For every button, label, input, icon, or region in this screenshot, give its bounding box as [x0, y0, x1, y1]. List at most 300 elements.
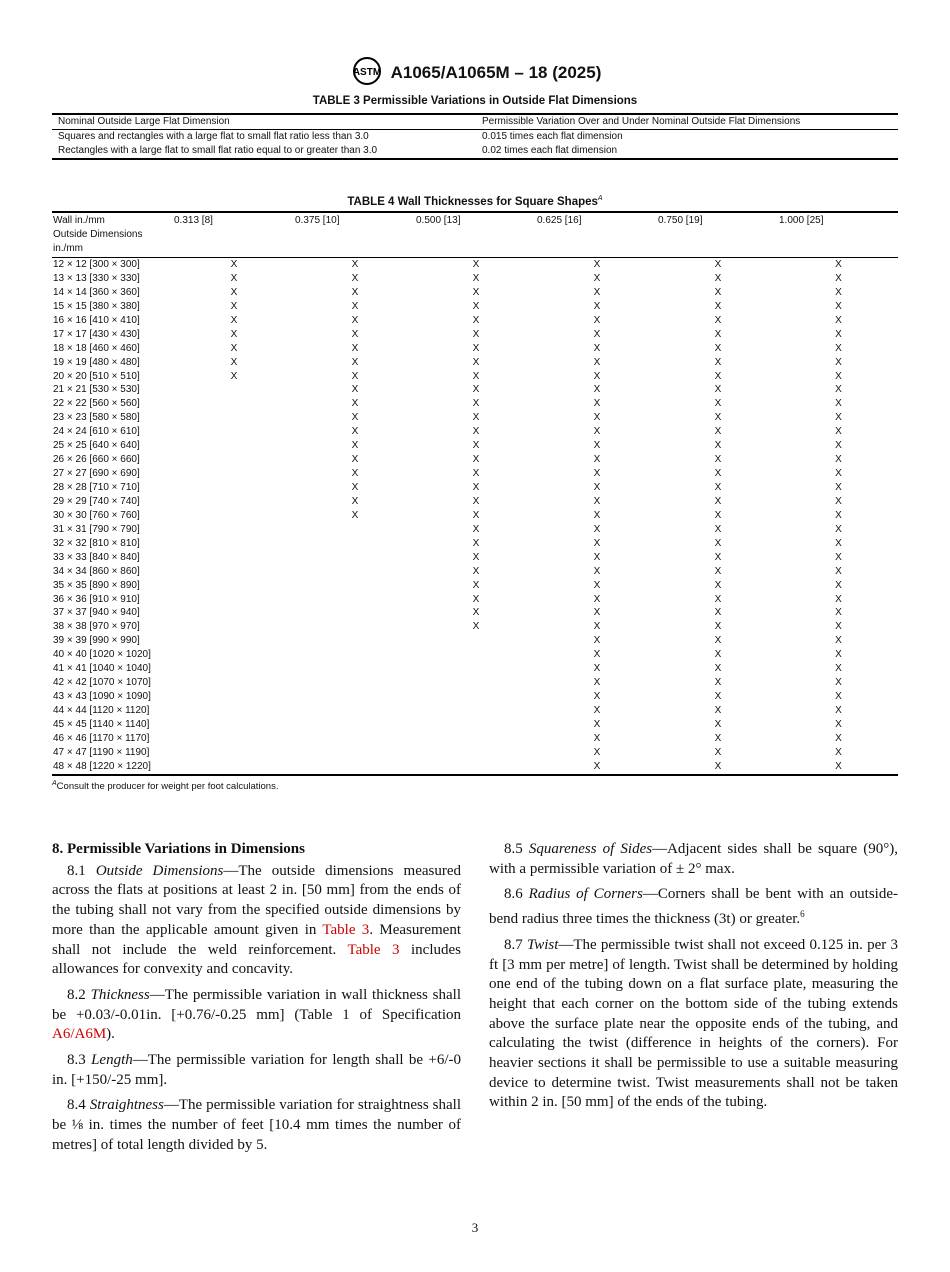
availability-cell: X — [351, 440, 359, 452]
table4-title-text: TABLE 4 Wall Thicknesses for Square Shapes — [347, 195, 598, 208]
availability-cell: X — [230, 342, 238, 354]
dimension-cell: 45 × 45 [1140 × 1140] — [53, 718, 150, 730]
table-row — [52, 314, 898, 328]
dimension-cell: 12 × 12 [300 × 300] — [53, 259, 140, 270]
availability-cell — [173, 495, 294, 509]
table-row — [52, 620, 898, 634]
availability-cell — [294, 593, 415, 607]
availability-cell: X — [835, 384, 842, 396]
availability-cell: X — [472, 468, 480, 480]
availability-cell: X — [351, 300, 359, 312]
availability-cell — [294, 523, 415, 537]
availability-cell: X — [714, 746, 722, 758]
availability-cell: X — [714, 426, 722, 438]
availability-cell: X — [472, 398, 480, 410]
footnote-mark: A — [52, 780, 57, 787]
availability-cell — [173, 662, 294, 676]
dimension-cell: 39 × 39 [990 × 990] — [53, 635, 140, 647]
availability-cell — [294, 551, 415, 565]
availability-cell: X — [593, 565, 601, 577]
paragraph-8-1: 8.1 Outside Dimensions—The outside dimensions measured across the flats at positions at least 2 in. [50 mm] from the ends of the tubing shall not vary from the specified outside dimensions by more than the applicable amount given in Table 3. Measurement shall not include the weld reinforcement. Table 3 includes allowances for convexity and concavity. — [52, 862, 462, 978]
availability-cell: X — [593, 691, 601, 703]
dimension-cell: 34 × 34 [860 × 860] — [53, 565, 140, 577]
availability-cell: X — [593, 718, 601, 730]
availability-cell: X — [351, 259, 359, 270]
availability-cell: X — [593, 732, 601, 744]
availability-cell — [415, 690, 536, 704]
availability-cell: X — [593, 259, 601, 270]
availability-cell: X — [472, 593, 480, 605]
table3-cell: 0.015 times each flat dimension — [482, 131, 623, 142]
availability-cell: X — [835, 426, 842, 438]
table-row — [52, 746, 898, 760]
availability-cell: X — [835, 718, 842, 730]
availability-cell: X — [472, 523, 480, 535]
dimension-cell: 20 × 20 [510 × 510] — [53, 370, 140, 382]
availability-cell: X — [835, 300, 842, 312]
availability-cell: X — [230, 286, 238, 298]
availability-cell — [173, 551, 294, 565]
availability-cell — [173, 397, 294, 411]
availability-cell: X — [593, 412, 601, 424]
availability-cell: X — [714, 663, 722, 675]
table-row — [52, 732, 898, 746]
availability-cell: X — [714, 482, 722, 493]
availability-cell — [173, 593, 294, 607]
availability-cell: X — [472, 509, 480, 521]
availability-cell: X — [714, 607, 722, 619]
availability-cell: X — [714, 454, 722, 466]
dimension-cell: 22 × 22 [560 × 560] — [53, 398, 140, 410]
availability-cell: X — [714, 370, 722, 382]
availability-cell — [415, 662, 536, 676]
corner-header-line: in./mm — [53, 243, 83, 254]
availability-cell: X — [714, 384, 722, 396]
table4 — [52, 211, 898, 776]
table-row — [52, 286, 898, 300]
availability-cell — [294, 634, 415, 648]
table-row — [52, 453, 898, 467]
availability-cell — [173, 523, 294, 537]
availability-cell: X — [472, 551, 480, 563]
availability-cell: X — [472, 621, 480, 633]
availability-cell — [415, 648, 536, 662]
availability-cell — [415, 704, 536, 718]
dimension-cell: 19 × 19 [480 × 480] — [53, 356, 140, 368]
dimension-cell: 18 × 18 [460 × 460] — [53, 342, 140, 354]
dimension-cell: 35 × 35 [890 × 890] — [53, 579, 140, 591]
availability-cell: X — [593, 286, 601, 298]
availability-cell: X — [835, 342, 842, 354]
availability-cell: X — [472, 370, 480, 382]
availability-cell — [415, 718, 536, 732]
paragraph-8-5: 8.5 Squareness of Sides—Adjacent sides shall be square (90°), with a permissible variation of ± 2° max. — [489, 841, 898, 877]
availability-cell: X — [835, 523, 842, 535]
availability-cell — [173, 579, 294, 593]
availability-cell: X — [351, 426, 359, 438]
document-header — [0, 56, 950, 91]
availability-cell: X — [472, 537, 480, 549]
availability-cell: X — [593, 607, 601, 619]
availability-cell: X — [230, 328, 238, 340]
availability-cell: X — [230, 370, 238, 382]
availability-cell: X — [351, 356, 359, 368]
availability-cell: X — [472, 579, 480, 591]
table-row — [52, 383, 898, 397]
availability-cell — [294, 606, 415, 620]
dimension-cell: 30 × 30 [760 × 760] — [53, 509, 140, 521]
availability-cell — [173, 704, 294, 718]
availability-cell: X — [835, 551, 842, 563]
column-header: 1.000 [25] — [778, 212, 898, 258]
table-row — [52, 272, 898, 286]
dimension-cell: 27 × 27 [690 × 690] — [53, 468, 140, 480]
availability-cell: X — [472, 259, 480, 270]
table3-link[interactable]: Table 3 — [322, 921, 370, 938]
availability-cell: X — [351, 495, 359, 507]
availability-cell — [173, 411, 294, 425]
availability-cell: X — [714, 356, 722, 368]
availability-cell: X — [714, 691, 722, 703]
availability-cell — [294, 718, 415, 732]
availability-cell: X — [230, 356, 238, 368]
availability-cell: X — [593, 579, 601, 591]
availability-cell — [173, 760, 294, 775]
availability-cell: X — [593, 705, 601, 716]
table4-note-mark: A — [597, 195, 603, 202]
availability-cell: X — [714, 272, 722, 284]
availability-cell: X — [714, 677, 722, 689]
availability-cell: X — [593, 537, 601, 549]
availability-cell: X — [351, 286, 359, 298]
designation: A1065/A1065M – 18 (2025) — [390, 62, 602, 82]
availability-cell: X — [593, 495, 601, 507]
right-column — [489, 840, 898, 1119]
table-row — [52, 676, 898, 690]
table-row — [52, 439, 898, 453]
availability-cell: X — [835, 677, 842, 689]
dimension-cell: 46 × 46 [1170 × 1170] — [53, 732, 150, 744]
dimension-cell: 36 × 36 [910 × 910] — [53, 593, 140, 605]
availability-cell: X — [593, 663, 601, 675]
table-row — [52, 509, 898, 523]
availability-cell: X — [593, 509, 601, 521]
availability-cell: X — [593, 746, 601, 758]
dimension-cell: 47 × 47 [1190 × 1190] — [53, 746, 150, 758]
dimension-cell: 29 × 29 [740 × 740] — [53, 495, 140, 507]
table-row — [52, 258, 898, 272]
page-number: 3 — [471, 1220, 479, 1235]
availability-cell: X — [835, 621, 842, 633]
availability-cell: X — [472, 328, 480, 340]
availability-cell: X — [593, 593, 601, 605]
table-row — [52, 425, 898, 439]
a6-link[interactable]: A6/A6M — [52, 1026, 107, 1043]
dimension-cell: 32 × 32 [810 × 810] — [53, 537, 140, 549]
paragraph-8-2: 8.2 Thickness—The permissible variation in wall thickness shall be +0.03/-0.01in. [+0.76/-0.25 mm] (Table 1 of Specification A6/A6M). — [52, 986, 462, 1043]
availability-cell: X — [472, 314, 480, 326]
availability-cell — [294, 579, 415, 593]
availability-cell: X — [472, 286, 480, 298]
table-row — [52, 718, 898, 732]
column-header: 0.313 [8] — [173, 212, 294, 258]
availability-cell — [173, 732, 294, 746]
availability-cell — [173, 718, 294, 732]
astm-logo-icon — [349, 56, 385, 91]
paragraph-8-3: 8.3 Length—The permissible variation for length shall be +6/-0 in. [+150/-25 mm]. — [52, 1052, 461, 1088]
availability-cell — [294, 704, 415, 718]
availability-cell — [173, 676, 294, 690]
availability-cell — [415, 676, 536, 690]
dimension-cell: 28 × 28 [710 × 710] — [53, 482, 140, 493]
column-header: 0.500 [13] — [415, 212, 536, 258]
availability-cell — [173, 383, 294, 397]
availability-cell — [415, 732, 536, 746]
dimension-cell: 40 × 40 [1020 × 1020] — [53, 649, 151, 661]
availability-cell: X — [835, 286, 842, 298]
availability-cell: X — [351, 314, 359, 326]
dimension-cell: 33 × 33 [840 × 840] — [53, 551, 140, 563]
availability-cell — [173, 481, 294, 495]
svg-text:ASTM: ASTM — [352, 67, 381, 78]
availability-cell: X — [835, 565, 842, 577]
availability-cell — [294, 537, 415, 551]
table-row — [52, 411, 898, 425]
availability-cell — [173, 453, 294, 467]
availability-cell: X — [714, 523, 722, 535]
availability-cell — [173, 648, 294, 662]
availability-cell: X — [472, 454, 480, 466]
availability-cell: X — [472, 565, 480, 577]
availability-cell: X — [835, 370, 842, 382]
dimension-cell: 37 × 37 [940 × 940] — [53, 607, 140, 619]
availability-cell: X — [714, 398, 722, 410]
availability-cell: X — [714, 621, 722, 633]
availability-cell: X — [351, 454, 359, 466]
availability-cell — [294, 648, 415, 662]
availability-cell: X — [230, 259, 238, 270]
availability-cell: X — [835, 314, 842, 326]
availability-cell: X — [593, 635, 601, 647]
availability-cell: X — [714, 593, 722, 605]
availability-cell: X — [472, 495, 480, 507]
dimension-cell: 24 × 24 [610 × 610] — [53, 426, 140, 438]
availability-cell: X — [593, 384, 601, 396]
dimension-cell: 14 × 14 [360 × 360] — [53, 286, 140, 298]
availability-cell: X — [714, 300, 722, 312]
availability-cell — [294, 732, 415, 746]
availability-cell: X — [472, 412, 480, 424]
dimension-cell: 44 × 44 [1120 × 1120] — [53, 705, 150, 716]
corner-header — [52, 212, 173, 258]
dimension-cell: 15 × 15 [380 × 380] — [53, 300, 140, 312]
left-column — [52, 840, 461, 1162]
availability-cell — [415, 760, 536, 775]
availability-cell: X — [835, 635, 842, 647]
table3-title: TABLE 3 Permissible Variations in Outside Flat Dimensions — [312, 95, 638, 107]
availability-cell — [173, 634, 294, 648]
availability-cell: X — [593, 272, 601, 284]
availability-cell: X — [472, 300, 480, 312]
availability-cell: X — [714, 760, 722, 772]
table-row — [52, 606, 898, 620]
availability-cell: X — [593, 440, 601, 452]
table-row — [52, 634, 898, 648]
availability-cell: X — [351, 370, 359, 382]
availability-cell: X — [835, 732, 842, 744]
table-row — [52, 523, 898, 537]
availability-cell: X — [593, 482, 601, 493]
availability-cell: X — [714, 468, 722, 480]
availability-cell: X — [835, 607, 842, 619]
availability-cell — [294, 620, 415, 634]
column-header: 0.625 [16] — [536, 212, 657, 258]
availability-cell: X — [835, 468, 842, 480]
availability-cell: X — [230, 314, 238, 326]
availability-cell: X — [714, 705, 722, 716]
availability-cell: X — [835, 495, 842, 507]
availability-cell: X — [835, 593, 842, 605]
availability-cell: X — [351, 468, 359, 480]
availability-cell: X — [835, 272, 842, 284]
availability-cell: X — [593, 551, 601, 563]
dimension-cell: 23 × 23 [580 × 580] — [53, 412, 140, 424]
availability-cell: X — [714, 412, 722, 424]
availability-cell: X — [593, 523, 601, 535]
section-heading: 8. Permissible Variations in Dimensions — [52, 841, 305, 857]
table-row — [52, 537, 898, 551]
dimension-cell: 43 × 43 [1090 × 1090] — [53, 691, 151, 703]
column-header: 0.750 [19] — [657, 212, 778, 258]
availability-cell: X — [472, 356, 480, 368]
availability-cell — [294, 690, 415, 704]
availability-cell: X — [593, 370, 601, 382]
dimension-cell: 41 × 41 [1040 × 1040] — [53, 663, 151, 675]
availability-cell: X — [472, 384, 480, 396]
table-row — [52, 565, 898, 579]
table3-cell: 0.02 times each flat dimension — [482, 145, 618, 156]
availability-cell: X — [835, 579, 842, 591]
availability-cell: X — [714, 328, 722, 340]
availability-cell: X — [714, 509, 722, 521]
availability-cell: X — [593, 760, 601, 772]
availability-cell: X — [351, 328, 359, 340]
dimension-cell: 31 × 31 [790 × 790] — [53, 523, 140, 535]
availability-cell — [173, 620, 294, 634]
dimension-cell: 17 × 17 [430 × 430] — [53, 328, 140, 340]
table-row — [52, 370, 898, 384]
availability-cell: X — [835, 398, 842, 410]
availability-cell — [415, 746, 536, 760]
availability-cell: X — [351, 509, 359, 521]
availability-cell: X — [714, 286, 722, 298]
availability-cell: X — [593, 454, 601, 466]
dimension-cell: 25 × 25 [640 × 640] — [53, 440, 140, 452]
dimension-cell: 16 × 16 [410 × 410] — [53, 314, 140, 326]
availability-cell: X — [835, 649, 842, 661]
availability-cell — [173, 439, 294, 453]
availability-cell: X — [835, 705, 842, 716]
table3-link[interactable]: Table 3 — [347, 941, 400, 958]
table-row — [52, 662, 898, 676]
table-row — [52, 481, 898, 495]
availability-cell: X — [835, 482, 842, 493]
dimension-cell: 38 × 38 [970 × 970] — [53, 621, 140, 633]
availability-cell: X — [714, 579, 722, 591]
availability-cell — [173, 690, 294, 704]
table3-header: Nominal Outside Large Flat Dimension — [52, 114, 476, 130]
availability-cell: X — [835, 454, 842, 466]
availability-cell — [173, 746, 294, 760]
table3 — [52, 113, 898, 160]
dimension-cell: 26 × 26 [660 × 660] — [53, 454, 140, 466]
table-row — [52, 342, 898, 356]
availability-cell: X — [714, 342, 722, 354]
paragraph-8-6: 8.6 Radius of Corners—Corners shall be bent with an outside-bend radius three times the thickness (3t) or greater.$^6$ — [489, 886, 899, 928]
availability-cell: X — [593, 468, 601, 480]
table-row — [52, 300, 898, 314]
availability-cell: X — [593, 426, 601, 438]
availability-cell: X — [593, 677, 601, 689]
availability-cell: X — [593, 398, 601, 410]
availability-cell — [294, 746, 415, 760]
availability-cell: X — [835, 663, 842, 675]
availability-cell: X — [472, 342, 480, 354]
availability-cell: X — [593, 300, 601, 312]
availability-cell: X — [835, 537, 842, 549]
availability-cell: X — [472, 272, 480, 284]
availability-cell: X — [351, 384, 359, 396]
availability-cell: X — [472, 607, 480, 619]
availability-cell: X — [835, 746, 842, 758]
availability-cell: X — [593, 649, 601, 661]
availability-cell — [173, 565, 294, 579]
availability-cell: X — [351, 482, 359, 493]
availability-cell: X — [835, 691, 842, 703]
availability-cell — [294, 662, 415, 676]
table-row — [52, 397, 898, 411]
availability-cell: X — [714, 732, 722, 744]
table-row — [52, 551, 898, 565]
paragraph-8-7: 8.7 Twist—The permissible twist shall not exceed 0.125 in. per 3 ft [3 mm per metre] of length. Twist shall be determined by holding one end of the tubing down on a flat surface plate, measuring the height that each corner on the bottom side of the tubing extends above the surface plate near the opposite ends of the tubing, and calculating the twist (difference in heights of the corners). For heavier sections it shall be permissible to use a suitable measuring device to determine twist. Twist measurements shall not be taken within 2 in. [50 mm] of the ends of the tubing. — [489, 936, 898, 1111]
corner-header-line: Outside Dimensions — [53, 229, 143, 240]
availability-cell: X — [593, 342, 601, 354]
availability-cell — [294, 676, 415, 690]
table-row — [52, 593, 898, 607]
availability-cell — [173, 509, 294, 523]
availability-cell: X — [714, 551, 722, 563]
dimension-cell: 42 × 42 [1070 × 1070] — [53, 677, 151, 689]
availability-cell: X — [593, 356, 601, 368]
availability-cell — [294, 760, 415, 775]
availability-cell: X — [835, 760, 842, 772]
dimension-cell: 48 × 48 [1220 × 1220] — [53, 760, 151, 772]
availability-cell: X — [835, 412, 842, 424]
availability-cell: X — [714, 537, 722, 549]
availability-cell: X — [472, 426, 480, 438]
corner-header-line: Wall in./mm — [53, 215, 105, 226]
availability-cell: X — [714, 718, 722, 730]
availability-cell: X — [230, 272, 238, 284]
availability-cell: X — [351, 342, 359, 354]
footnote-text: Consult the producer for weight per foot calculations. — [56, 781, 279, 793]
table3-cell: Rectangles with a large flat to small flat ratio equal to or greater than 3.0 — [58, 145, 378, 156]
table-row — [52, 495, 898, 509]
availability-cell: X — [593, 328, 601, 340]
availability-cell — [173, 606, 294, 620]
table-row — [52, 579, 898, 593]
dimension-cell: 21 × 21 [530 × 530] — [53, 384, 140, 396]
